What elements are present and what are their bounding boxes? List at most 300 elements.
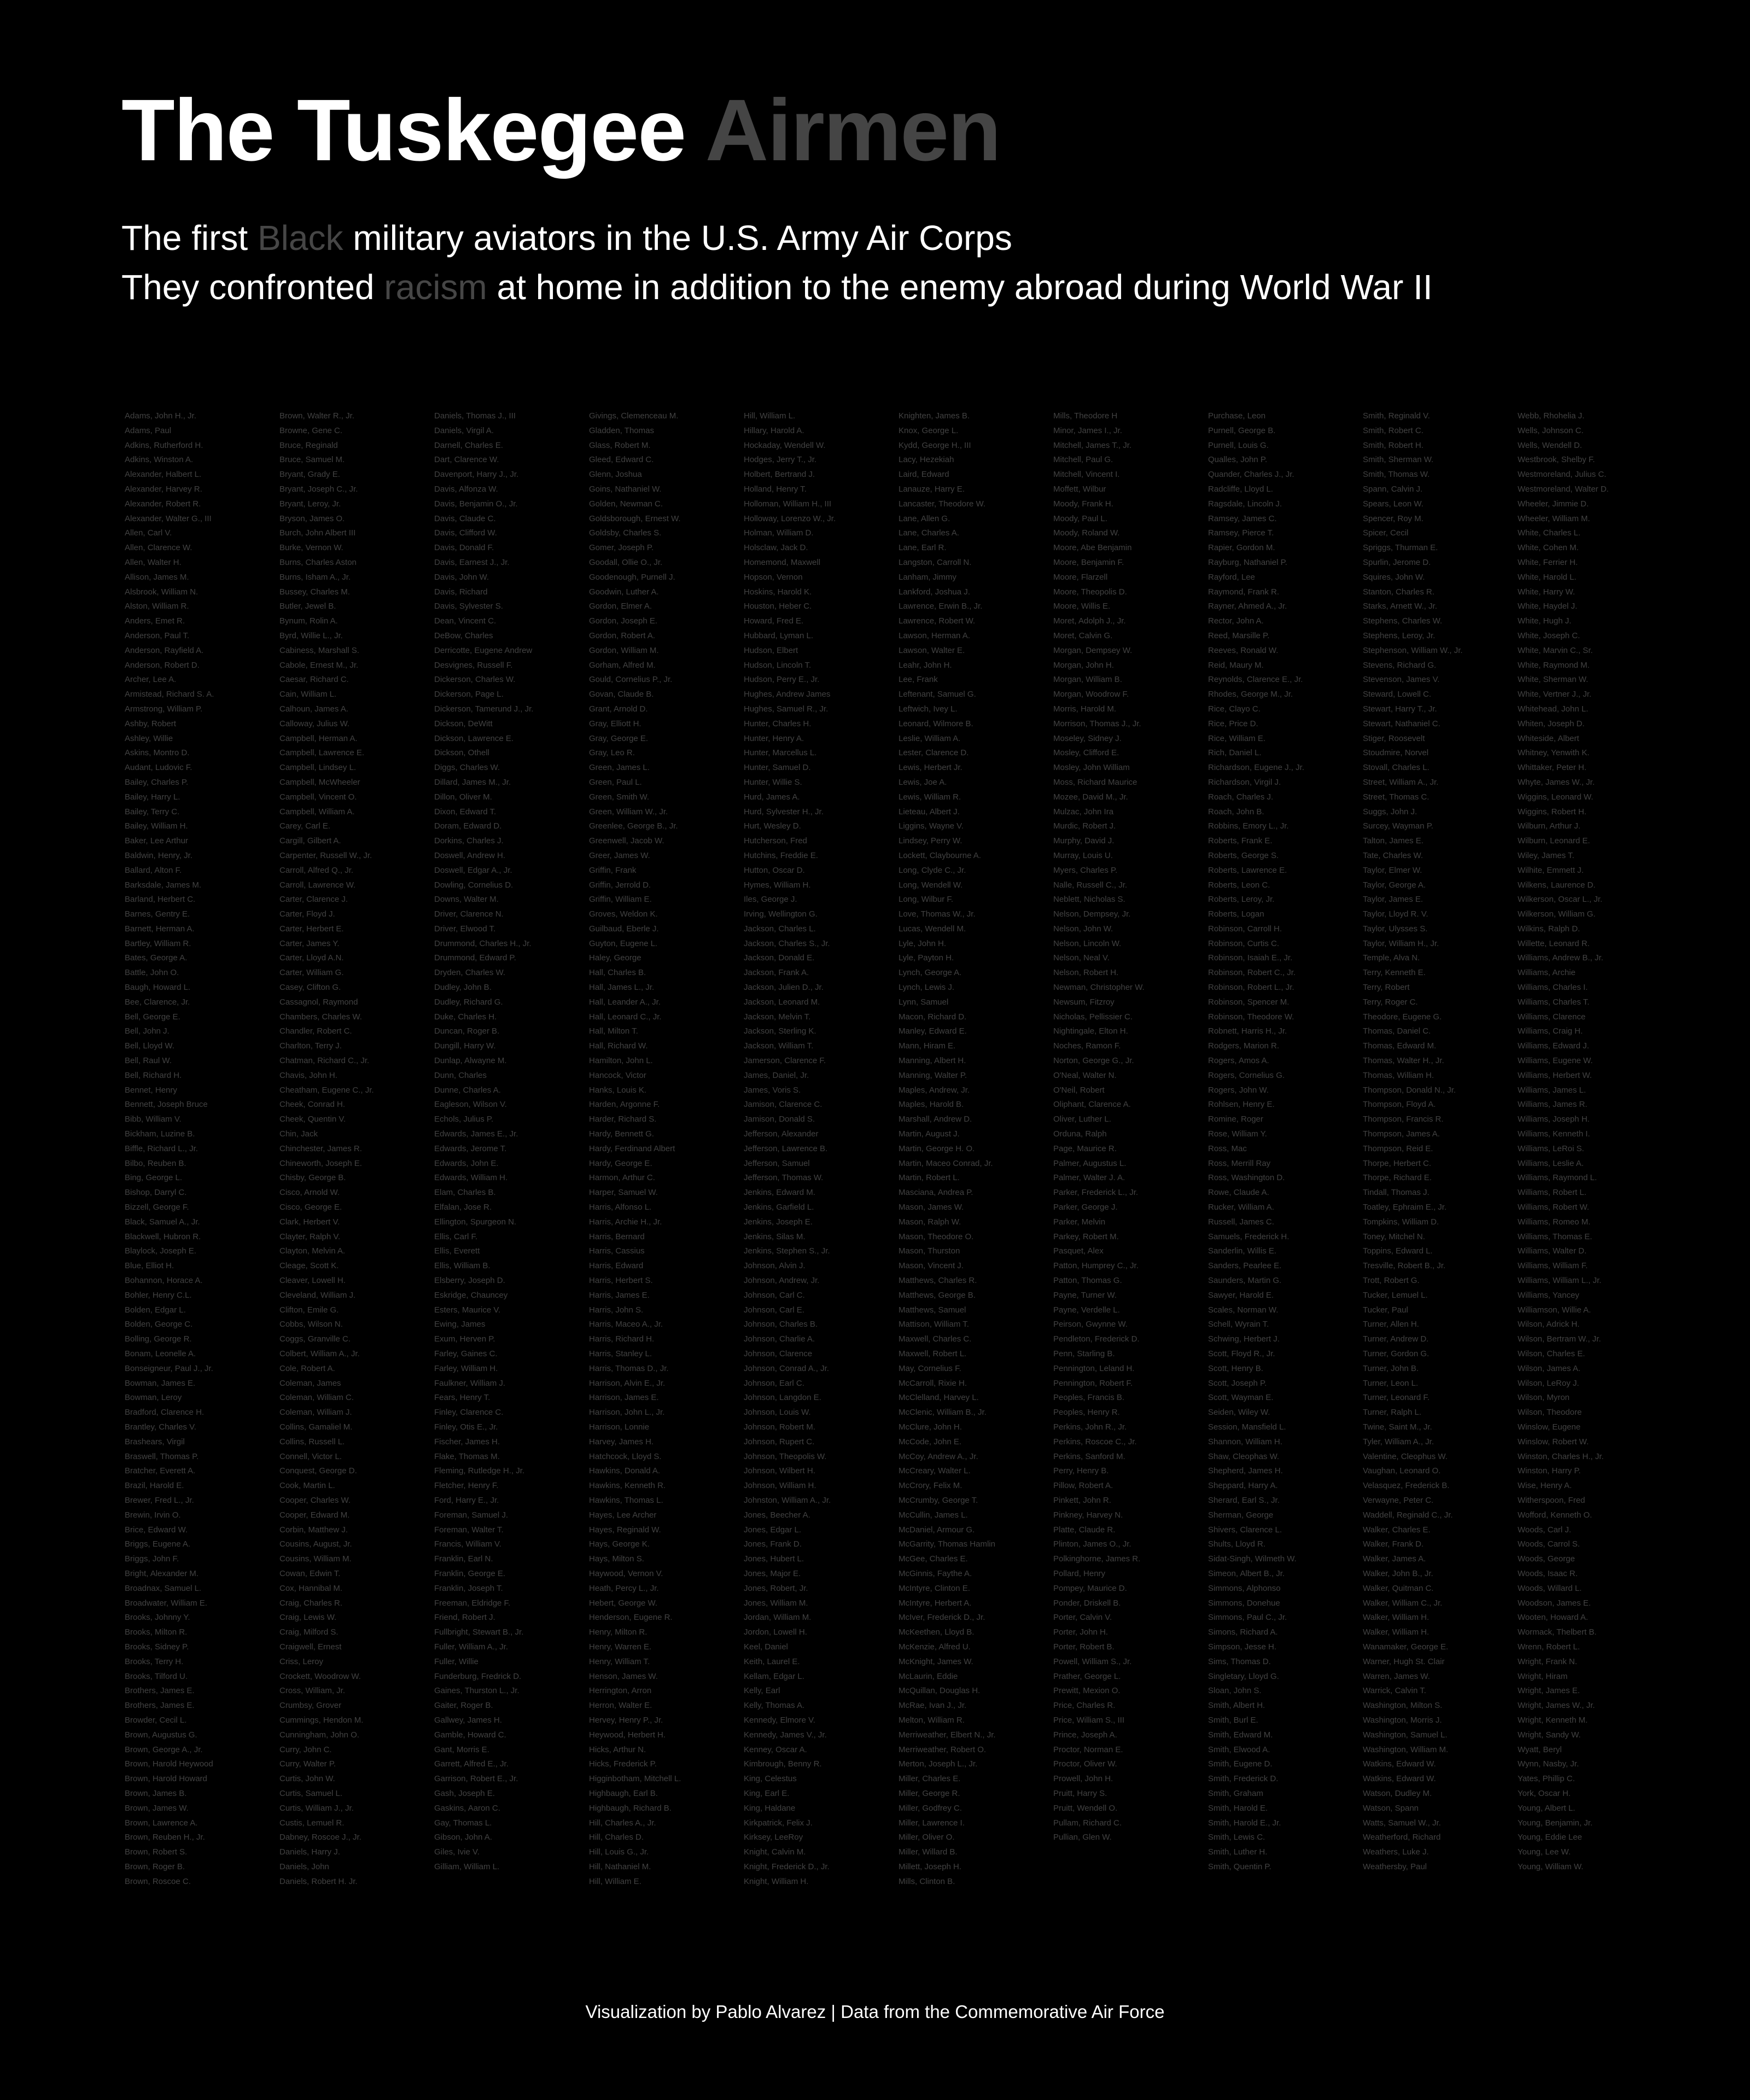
name-column <box>125 409 279 1902</box>
airman-name: Scott, Wayman E. <box>1208 1393 1274 1403</box>
airman-name: Williams, Eugene W. <box>1518 1056 1593 1066</box>
airman-name: Hubbard, Lyman L. <box>744 631 814 640</box>
airman-name: Hatchcock, Lloyd S. <box>589 1451 662 1461</box>
airman-name: Bryant, Leroy, Jr. <box>279 499 341 509</box>
airman-name: McIver, Frederick D., Jr. <box>899 1613 985 1623</box>
airman-name: Duncan, Roger B. <box>434 1026 500 1036</box>
airman-name: Ponder, Driskell B. <box>1053 1598 1121 1608</box>
airman-name: Casey, Clifton G. <box>279 983 341 993</box>
airman-name: Coleman, James <box>279 1378 341 1388</box>
airman-name: Carroll, Alfred Q., Jr. <box>279 865 354 875</box>
airman-name: Gomer, Joseph P. <box>589 543 654 553</box>
airman-name: Harris, Edward <box>589 1261 644 1271</box>
airman-name: Moore, Willis E. <box>1053 602 1111 611</box>
airman-name: Jackson, Melvin T. <box>744 1012 811 1022</box>
airman-name: Armstrong, William P. <box>125 704 203 714</box>
airman-name: Williams, Craig H. <box>1518 1026 1583 1036</box>
airman-name: Collins, Gamaliel M. <box>279 1422 353 1432</box>
airman-name: Thompson, Floyd A. <box>1363 1100 1436 1110</box>
airman-name: Talton, James E. <box>1363 836 1424 846</box>
airman-name: Ellis, Everett <box>434 1246 480 1256</box>
airman-name: Alsbrook, William N. <box>125 587 199 597</box>
airman-name: Wyatt, Beryl <box>1518 1745 1562 1754</box>
airman-name: Knight, Frederick D., Jr. <box>744 1862 830 1871</box>
airman-name: Parker, George J. <box>1053 1203 1118 1212</box>
airman-name: Esters, Maurice V. <box>434 1305 501 1315</box>
airman-name: Wright, Kenneth M. <box>1518 1715 1588 1725</box>
airman-name: Hamilton, John L. <box>589 1056 653 1066</box>
airman-name: Allen, Walter H. <box>125 557 182 567</box>
airman-name: Twine, Saint M., Jr. <box>1363 1422 1432 1432</box>
airman-name: Lieteau, Albert J. <box>899 807 960 816</box>
airman-name: Burch, John Albert III <box>279 528 356 538</box>
airman-name: Bailey, Harry L. <box>125 792 180 802</box>
airman-name: McGinnis, Faythe A. <box>899 1568 972 1578</box>
airman-name: Hayes, Lee Archer <box>589 1510 657 1520</box>
airman-name: Walker, William H. <box>1363 1628 1430 1637</box>
airman-name: Temple, Alva N. <box>1363 953 1420 963</box>
airman-name: Williams, Kenneth I. <box>1518 1129 1590 1139</box>
airman-name: Cook, Martin L. <box>279 1481 335 1491</box>
airman-name: Robnett, Harris H., Jr. <box>1208 1026 1287 1036</box>
airman-name: Brown, James B. <box>125 1788 187 1798</box>
airman-name: Cheek, Conrad H. <box>279 1100 346 1110</box>
airman-name: Jenkins, Silas M. <box>744 1232 806 1241</box>
airman-name: McCrumby, George T. <box>899 1495 978 1505</box>
airman-name: Hillary, Harold A. <box>744 425 804 435</box>
airman-name: Young, Benjamin, Jr. <box>1518 1818 1593 1828</box>
airman-name: Shults, Lloyd R. <box>1208 1539 1266 1549</box>
airman-name: Brown, Harold Howard <box>125 1774 207 1784</box>
airman-name: McClelland, Harvey L. <box>899 1393 979 1403</box>
airman-name: Wilburn, Arthur J. <box>1518 821 1581 831</box>
airman-name: Jordan, William M. <box>744 1613 812 1623</box>
airman-name: Roach, Charles J. <box>1208 792 1274 802</box>
airman-name: Archer, Lee A. <box>125 675 177 685</box>
airman-name: Payne, Verdelle L. <box>1053 1305 1120 1315</box>
airman-name: Smith, Frederick D. <box>1208 1774 1279 1784</box>
airman-name: Adkins, Winston A. <box>125 455 194 465</box>
airman-name: Davis, Benjamin O., Jr. <box>434 499 518 509</box>
airman-name: Brown, Reuben H., Jr. <box>125 1833 205 1842</box>
airman-name: Turner, Gordon G. <box>1363 1349 1430 1358</box>
airman-name: Ross, Washington D. <box>1208 1173 1285 1183</box>
airman-name: Lawson, Herman A. <box>899 631 970 640</box>
airman-name: Hall, James L., Jr. <box>589 983 655 993</box>
name-column <box>899 409 1053 1902</box>
airman-name: Garrison, Robert E., Jr. <box>434 1774 518 1784</box>
airman-name: Washington, William M. <box>1363 1745 1449 1754</box>
airman-name: Payne, Turner W. <box>1053 1290 1117 1300</box>
airman-name: Smith, Graham <box>1208 1788 1263 1798</box>
credit-line: Visualization by Pablo Alvarez | Data from the Commemorative Air Force <box>585 2002 1165 2022</box>
airman-name: Liggins, Wayne V. <box>899 821 964 831</box>
airman-name: Knight, Calvin M. <box>744 1847 806 1857</box>
airman-name: White, Haydel J. <box>1518 602 1578 611</box>
airman-name: Terry, Roger C. <box>1363 997 1418 1007</box>
airman-name: Bee, Clarence, Jr. <box>125 997 190 1007</box>
airman-name: Tucker, Paul <box>1363 1305 1408 1315</box>
airman-name: Hughes, Samuel R., Jr. <box>744 704 829 714</box>
airman-name: Wise, Henry A. <box>1518 1481 1572 1491</box>
airman-name: Wynn, Nasby, Jr. <box>1518 1759 1579 1769</box>
airman-name: Qualles, John P. <box>1208 455 1268 465</box>
airman-name: Brewin, Irvin O. <box>125 1510 181 1520</box>
airman-name: Wright, Frank N. <box>1518 1656 1577 1666</box>
airman-name: Johnson, Charles B. <box>744 1320 818 1329</box>
airman-name: Suggs, John J. <box>1363 807 1418 816</box>
airman-name: Hawkins, Donald A. <box>589 1466 661 1476</box>
airman-name: Jamison, Clarence C. <box>744 1100 822 1110</box>
airman-name: Gould, Cornelius P., Jr. <box>589 675 673 685</box>
airman-name: Hays, Milton S. <box>589 1554 644 1564</box>
airman-name: Duke, Charles H. <box>434 1012 497 1022</box>
airman-name: Moffett, Wilbur <box>1053 484 1106 494</box>
airman-name: Green, Smith W. <box>589 792 650 802</box>
name-column <box>1053 409 1208 1902</box>
airman-name: Steward, Lowell C. <box>1363 690 1432 699</box>
airman-name: Dixon, Edward T. <box>434 807 497 816</box>
airman-name: Carter, William G. <box>279 968 344 978</box>
airman-name: Martin, Maceo Conrad, Jr. <box>899 1158 993 1168</box>
airman-name: Rector, John A. <box>1208 616 1264 626</box>
airman-name: Robbins, Emory L., Jr. <box>1208 821 1289 831</box>
airman-name: Cousins, William M. <box>279 1554 352 1564</box>
airman-name: Glenn, Joshua <box>589 470 642 480</box>
airman-name: Sloan, John S. <box>1208 1686 1262 1696</box>
airman-name: Harris, Cassius <box>589 1246 645 1256</box>
airman-name: Hymes, William H. <box>744 880 811 890</box>
airman-name: Iles, George J. <box>744 895 797 905</box>
airman-name: McCoy, Andrew A., Jr. <box>899 1451 978 1461</box>
airman-name: McCode, John E. <box>899 1437 962 1446</box>
airman-name: Rhodes, George M., Jr. <box>1208 690 1293 699</box>
airman-name: Walker, John B., Jr. <box>1363 1568 1433 1578</box>
airman-name: Winston, Harry P. <box>1518 1466 1581 1476</box>
airman-name: Watson, Spann <box>1363 1803 1419 1813</box>
airman-name: Williams, Walter D. <box>1518 1246 1587 1256</box>
airman-name: Bryant, Grady E. <box>279 470 340 480</box>
airman-name: Driver, Elwood T. <box>434 924 496 934</box>
airman-name: Hutchins, Freddie E. <box>744 850 818 860</box>
airman-name: Davis, John W. <box>434 572 489 582</box>
airman-name: Bizzell, George F. <box>125 1203 189 1212</box>
airman-name: Custis, Lemuel R. <box>279 1818 345 1828</box>
airman-name: Harris, James E. <box>589 1290 650 1300</box>
airman-name: Moret, Calvin G. <box>1053 631 1113 640</box>
airman-name: Merriweather, Elbert N., Jr. <box>899 1730 996 1740</box>
airman-name: Wells, Johnson C. <box>1518 425 1584 435</box>
airman-name: Winston, Charles H., Jr. <box>1518 1451 1604 1461</box>
airman-name: Lee, Frank <box>899 675 938 685</box>
airman-name: Foreman, Walter T. <box>434 1525 504 1535</box>
airman-name: Purnell, Louis G. <box>1208 440 1269 450</box>
airman-name: Hardy, George E. <box>589 1158 652 1168</box>
airman-name: Wilson, Charles E. <box>1518 1349 1585 1358</box>
airman-name: Haley, George <box>589 953 641 963</box>
airman-name: Baker, Lee Arthur <box>125 836 188 846</box>
airman-name: Theodore, Eugene G. <box>1363 1012 1442 1022</box>
airman-name: Watkins, Edward W. <box>1363 1774 1436 1784</box>
airman-name: Campbell, Herman A. <box>279 733 358 743</box>
airman-name: Hunter, Henry A. <box>744 733 804 743</box>
airman-name: Dudley, Richard G. <box>434 997 503 1007</box>
airman-name: Greenlee, George B., Jr. <box>589 821 678 831</box>
airman-name: Daniels, Virgil A. <box>434 425 494 435</box>
subtitle-line-2 <box>121 262 1433 312</box>
airman-name: Purchase, Leon <box>1208 411 1266 421</box>
airman-name: Williamson, Willie A. <box>1518 1305 1591 1315</box>
airman-name: Bruce, Reginald <box>279 440 338 450</box>
airman-name: Kenney, Oscar A. <box>744 1745 807 1754</box>
airman-name: McClure, John H. <box>899 1422 962 1432</box>
airman-name: Smith, Robert C. <box>1363 425 1424 435</box>
airman-name: Kelly, Earl <box>744 1686 780 1696</box>
airman-name: Schwing, Herbert J. <box>1208 1334 1280 1344</box>
airman-name: Roberts, Logan <box>1208 909 1264 919</box>
airman-name: Robinson, Isaiah E., Jr. <box>1208 953 1293 963</box>
airman-name: Rice, William E. <box>1208 733 1266 743</box>
airman-name: Bennett, Joseph Bruce <box>125 1100 208 1110</box>
airman-name: Biffle, Richard L., Jr. <box>125 1144 198 1153</box>
airman-name: Howard, Fred E. <box>744 616 804 626</box>
airman-name: Mann, Hiram E. <box>899 1041 956 1051</box>
airman-name: Lane, Charles A. <box>899 528 959 538</box>
airman-name: Roberts, Leon C. <box>1208 880 1270 890</box>
airman-name: Ellis, William B. <box>434 1261 491 1271</box>
airman-name: Stevens, Richard G. <box>1363 660 1437 670</box>
airman-name: Green, William W., Jr. <box>589 807 668 816</box>
airman-name: Ramsey, Pierce T. <box>1208 528 1274 538</box>
airman-name: Hardy, Ferdinand Albert <box>589 1144 675 1153</box>
airman-name: Davis, Clifford W. <box>434 528 497 538</box>
airman-name: Cassagnol, Raymond <box>279 997 358 1007</box>
airman-name: Gleed, Edward C. <box>589 455 654 465</box>
airman-name: Perkins, Sanford M. <box>1053 1451 1125 1461</box>
airman-name: Prince, Joseph A. <box>1053 1730 1117 1740</box>
airman-name: Hoskins, Harold K. <box>744 587 812 597</box>
airman-name: Sanders, Pearlee E. <box>1208 1261 1282 1271</box>
airman-name: Brown, Augustus G. <box>125 1730 197 1740</box>
airman-name: Lewis, Joe A. <box>899 777 947 787</box>
airman-name: Herron, Walter E. <box>589 1701 652 1711</box>
airman-name: Hill, Charles D. <box>589 1833 644 1842</box>
airman-name: Rose, William Y. <box>1208 1129 1267 1139</box>
subtitle-1-accent: Black <box>257 218 343 258</box>
airman-name: Lynch, Lewis J. <box>899 983 954 993</box>
airman-name: Porter, Robert B. <box>1053 1642 1115 1652</box>
airman-name: Holsclaw, Jack D. <box>744 543 808 553</box>
airman-name: Simpson, Jesse H. <box>1208 1642 1277 1652</box>
airman-name: Gladden, Thomas <box>589 425 654 435</box>
airman-name: Goldsborough, Ernest W. <box>589 514 681 523</box>
airman-name: Cain, William L. <box>279 690 337 699</box>
airman-name: Johnson, Charlie A. <box>744 1334 815 1344</box>
airman-name: Thompson, James A. <box>1363 1129 1440 1139</box>
name-column <box>744 409 899 1902</box>
airman-name: Davis, Sylvester S. <box>434 602 503 611</box>
airman-name: Criss, Leroy <box>279 1656 324 1666</box>
airman-name: Williams, Robert W. <box>1518 1203 1589 1212</box>
airman-name: Pasquet, Alex <box>1053 1246 1104 1256</box>
airman-name: Jones, Edgar L. <box>744 1525 802 1535</box>
airman-name: Downs, Walter M. <box>434 895 499 905</box>
airman-name: Miller, Godfrey C. <box>899 1803 962 1813</box>
airman-name: Bailey, William H. <box>125 821 188 831</box>
airman-name: Curry, John C. <box>279 1745 332 1754</box>
airman-name: Terry, Robert <box>1363 983 1410 993</box>
airman-name: Dickerson, Charles W. <box>434 675 516 685</box>
airman-name: Bryson, James O. <box>279 514 345 523</box>
airman-name: Brooks, Milton R. <box>125 1628 188 1637</box>
airman-name: Smith, Robert H. <box>1363 440 1424 450</box>
airman-name: Peirson, Gwynne W. <box>1053 1320 1128 1329</box>
airman-name: Hall, Charles B. <box>589 968 646 978</box>
airman-name: Fuller, Willie <box>434 1656 479 1666</box>
airman-name: White, Harold L. <box>1518 572 1577 582</box>
airman-name: Jenkins, Garfield L. <box>744 1203 814 1212</box>
airman-name: Squires, John W. <box>1363 572 1425 582</box>
airman-name: Thorpe, Herbert C. <box>1363 1158 1432 1168</box>
airman-name: Alston, William R. <box>125 602 189 611</box>
airman-name: Chisby, George B. <box>279 1173 346 1183</box>
airman-name: Dickerson, Tamerund J., Jr. <box>434 704 534 714</box>
airman-name: Roberts, Lawrence E. <box>1208 865 1287 875</box>
airman-name: Conquest, George D. <box>279 1466 357 1476</box>
airman-name: Sims, Thomas D. <box>1208 1656 1271 1666</box>
airman-name: Murphy, David J. <box>1053 836 1115 846</box>
airman-name: Brown, Harold Heywood <box>125 1759 213 1769</box>
airman-name: Bailey, Charles P. <box>125 777 189 787</box>
airman-name: Thomas, Edward M. <box>1363 1041 1437 1051</box>
airman-name: Dudley, John B. <box>434 983 492 993</box>
airman-name: Wheeler, William M. <box>1518 514 1590 523</box>
subtitle-2-accent: racism <box>384 267 487 307</box>
airman-name: Haywood, Vernon V. <box>589 1568 663 1578</box>
airman-name: Witherspoon, Fred <box>1518 1495 1585 1505</box>
airman-name: Thomas, Daniel C. <box>1363 1026 1431 1036</box>
name-column <box>1518 409 1672 1902</box>
airman-name: Moseley, Sidney J. <box>1053 733 1122 743</box>
airman-name: Morris, Harold M. <box>1053 704 1117 714</box>
airman-name: Smith, Thomas W. <box>1363 470 1430 480</box>
airman-name: Askins, Montro D. <box>125 748 190 758</box>
airman-name: Kirkpatrick, Felix J. <box>744 1818 813 1828</box>
airman-name: Spurlin, Jerome D. <box>1363 557 1431 567</box>
airman-name: Griffin, Frank <box>589 865 637 875</box>
airman-name: Bonam, Leonelle A. <box>125 1349 196 1358</box>
airman-name: Morgan, Dempsey W. <box>1053 645 1133 655</box>
airman-name: Reid, Maury M. <box>1208 660 1264 670</box>
airman-name: Williams, James R. <box>1518 1100 1588 1110</box>
airman-name: Bruce, Samuel M. <box>279 455 345 465</box>
airman-name: Scott, Henry B. <box>1208 1363 1263 1373</box>
airman-name: Finley, Clarence C. <box>434 1408 504 1418</box>
airman-name: Cabole, Ernest M., Jr. <box>279 660 359 670</box>
airman-name: Hill, Charles A., Jr. <box>589 1818 656 1828</box>
airman-name: Manley, Edward E. <box>899 1026 967 1036</box>
airman-name: Hill, William E. <box>589 1876 641 1886</box>
airman-name: Hutcherson, Fred <box>744 836 807 846</box>
airman-name: Rohlsen, Henry E. <box>1208 1100 1275 1110</box>
airman-name: Mosley, John William <box>1053 763 1130 773</box>
airman-name: Ballard, Alton F. <box>125 865 182 875</box>
airman-name: Peoples, Francis B. <box>1053 1393 1125 1403</box>
airman-name: Blue, Elliot H. <box>125 1261 174 1271</box>
airman-name: Purnell, George B. <box>1208 425 1276 435</box>
airman-name: Wilson, James A. <box>1518 1363 1581 1373</box>
airman-name: Funderburg, Fredrick D. <box>434 1671 522 1681</box>
airman-name: Jenkins, Edward M. <box>744 1188 815 1198</box>
airman-name: Adams, Paul <box>125 425 172 435</box>
airman-name: McKnight, James W. <box>899 1656 973 1666</box>
airman-name: White, Marvin C., Sr. <box>1518 645 1593 655</box>
airman-name: Bailey, Terry C. <box>125 807 180 816</box>
airman-name: Whiteside, Albert <box>1518 733 1579 743</box>
airman-name: Wilkins, Ralph D. <box>1518 924 1580 934</box>
airman-name: Heath, Percy L., Jr. <box>589 1583 659 1593</box>
airman-name: Gaines, Thurston L., Jr. <box>434 1686 520 1696</box>
airman-name: Mulzac, John Ira <box>1053 807 1114 816</box>
airman-name: White, Raymond M. <box>1518 660 1590 670</box>
airman-name: Patton, Humprey C., Jr. <box>1053 1261 1139 1271</box>
airman-name: Watson, Dudley M. <box>1363 1788 1432 1798</box>
airman-name: Roberts, George S. <box>1208 850 1279 860</box>
airman-name: Burns, Charles Aston <box>279 557 357 567</box>
airman-name: Williams, Joseph H. <box>1518 1115 1590 1124</box>
airman-name: Shaw, Cleophas W. <box>1208 1451 1280 1461</box>
airman-name: Morgan, William B. <box>1053 675 1122 685</box>
airman-name: Baugh, Howard L. <box>125 983 191 993</box>
airman-name: Masciana, Andrea P. <box>899 1188 973 1198</box>
airman-name: Bibb, William V. <box>125 1115 182 1124</box>
airman-name: Diggs, Charles W. <box>434 763 500 773</box>
airman-name: Harrison, John L., Jr. <box>589 1408 665 1418</box>
airman-name: Westmoreland, Walter D. <box>1518 484 1609 494</box>
airman-name: Harris, Thomas D., Jr. <box>589 1363 669 1373</box>
airman-name: Lane, Allen G. <box>899 514 950 523</box>
airman-name: Givings, Clemenceau M. <box>589 411 679 421</box>
airman-name: Hopson, Vernon <box>744 572 803 582</box>
airman-name: Hunter, Samuel D. <box>744 763 811 773</box>
airman-name: Lancaster, Theodore W. <box>899 499 985 509</box>
airman-name: Mitchell, James T., Jr. <box>1053 440 1132 450</box>
airman-name: Harris, Alfonso L. <box>589 1203 652 1212</box>
airman-name: Harris, Stanley L. <box>589 1349 652 1358</box>
airman-name: Taylor, Lloyd R. V. <box>1363 909 1428 919</box>
airman-name: Black, Samuel A., Jr. <box>125 1217 200 1227</box>
airman-name: Wright, Sandy W. <box>1518 1730 1581 1740</box>
airman-name: Elam, Charles B. <box>434 1188 496 1198</box>
airman-name: Hill, Louis G., Jr. <box>589 1847 649 1857</box>
airman-name: Golden, Newman C. <box>589 499 663 509</box>
airman-name: Mason, Ralph W. <box>899 1217 961 1227</box>
airman-name: Ashby, Robert <box>125 719 176 728</box>
airman-name: Thorpe, Richard E. <box>1363 1173 1432 1183</box>
airman-name: Daniels, Robert H. Jr. <box>279 1876 358 1886</box>
airman-name: Smith, Sherman W. <box>1363 455 1434 465</box>
airman-name: Spann, Calvin J. <box>1363 484 1423 494</box>
airman-name: McLaurin, Eddie <box>899 1671 958 1681</box>
airman-name: Watts, Samuel W., Jr. <box>1363 1818 1441 1828</box>
airman-name: Williams, William F. <box>1518 1261 1588 1271</box>
airman-name: Jackson, Charles L. <box>744 924 816 934</box>
airman-name: Taylor, William H., Jr. <box>1363 938 1439 948</box>
airman-name: Webb, Rhohelia J. <box>1518 411 1585 421</box>
airman-name: Allen, Carl V. <box>125 528 172 538</box>
airman-name: Williams, William L., Jr. <box>1518 1276 1602 1286</box>
airman-name: Williams, Archie <box>1518 968 1576 978</box>
